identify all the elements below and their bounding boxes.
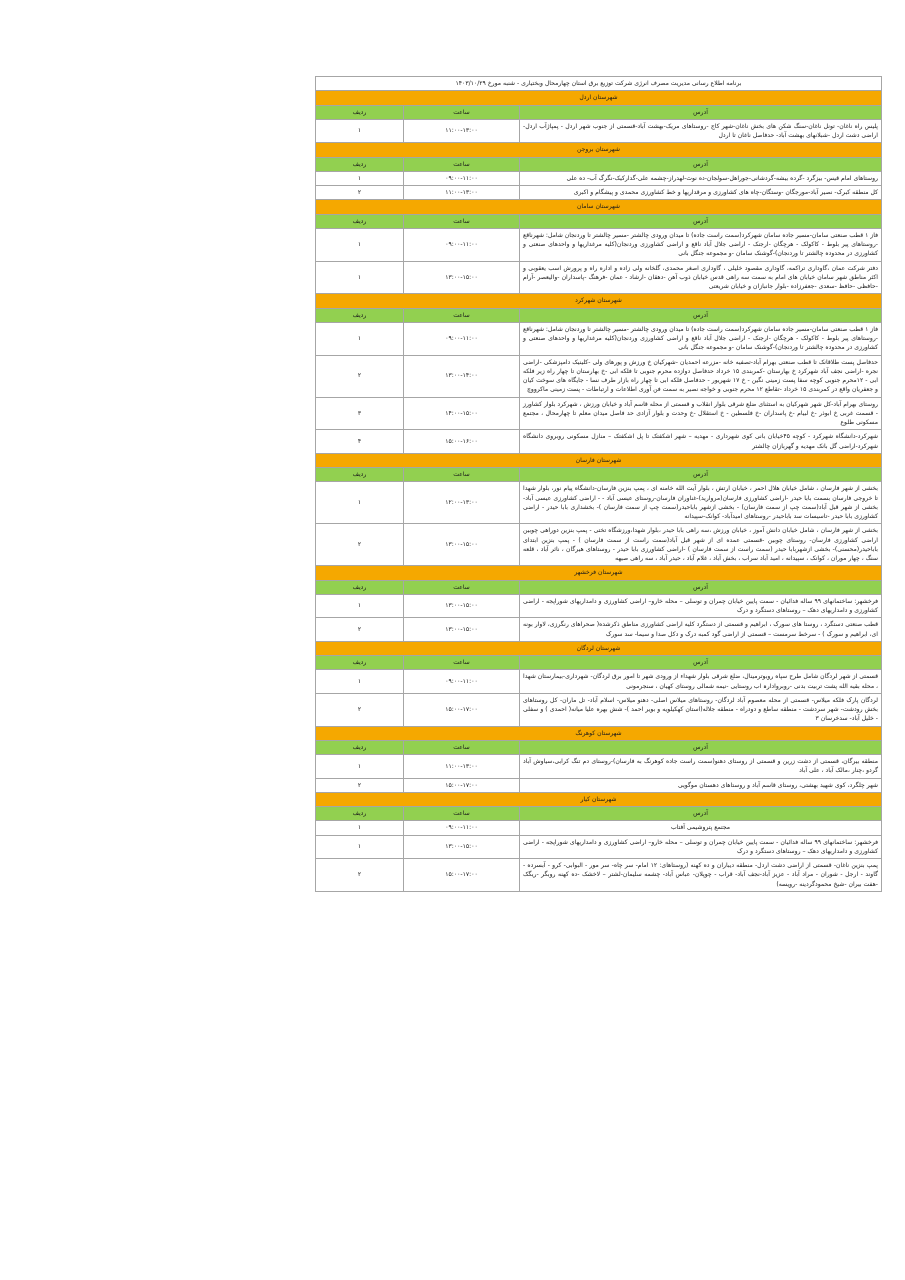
column-header-row-number: ردیف: [315, 656, 403, 670]
city-name: شهرستان فرخشهر: [315, 566, 881, 580]
table-row: [315, 322, 881, 355]
table-row: [315, 693, 881, 726]
column-header-address: آدرس: [520, 157, 882, 171]
column-header-time: ساعت: [404, 580, 520, 594]
outage-address: منطقه بیرگان، قسمتی از دشت زرین و قسمتی از روستای دهنو(سمت راست جاده کوهرنگ به فارسان)-روستای دم تنگ کرابی،سیاوش آباد گردو ،چنار ،مالک آباد ، علی آباد: [520, 755, 882, 779]
row-number: ۱: [315, 261, 403, 294]
row-number: ۲: [315, 355, 403, 397]
outage-time-range: ۰۹:۰۰-۱۱:۰۰: [404, 821, 520, 835]
column-header-row: [315, 308, 881, 322]
column-header-address: آدرس: [520, 740, 882, 754]
row-number: ۲: [315, 524, 403, 566]
city-section-header-row: [315, 641, 881, 655]
table-row: [315, 618, 881, 642]
column-header-time: ساعت: [404, 105, 520, 119]
row-number: ۱: [315, 228, 403, 261]
row-number: ۱: [315, 322, 403, 355]
outage-time-range: ۰۹:۰۰-۱۱:۰۰: [404, 322, 520, 355]
column-header-row: [315, 105, 881, 119]
column-header-address: آدرس: [520, 105, 882, 119]
outage-address: فاز ۱ قطب صنعتی سامان-مسیر جاده سامان شهرکرد(سمت راست جاده) تا میدان ورودی چالشتر -مسیر چالشتر تا وردنجان شامل: شهرناقع -روستاهای پیر بلوط - کاکولک - هرچگان -ارجنک - اراضی جلال آباد ناقع و اراضی کشاورزی وردنجان(کلیه مرغداریها و واحدهای صنعتی و کشاورزی در محدوده چالشتر تا وردنجان)-گوشنک سامان -و مجموعه جنگل بانی: [520, 322, 882, 355]
row-number: ۱: [315, 821, 403, 835]
city-name: شهرستان بروجن: [315, 143, 881, 157]
outage-address: لردگان پارک فلکه میلاس- قسمتی از محله معصوم آباد لردگان- روستاهای میلاس اصلی- دهنو میلاس- اسلام آباد- تل ماران- کل روستاهای بخش رودشت- شهر سردشت - منطقه ساطع و دودراه - منطقه جلاله(استان کهکیلویه و بویر احمد )- شش بهره علیا میانه( احمدی ) و سفلی - خلیل آباد- سدخرسان ۳: [520, 693, 882, 726]
column-header-address: آدرس: [520, 308, 882, 322]
outage-time-range: ۱۱:۰۰-۱۳:۰۰: [404, 119, 520, 143]
table-row: [315, 524, 881, 566]
column-header-time: ساعت: [404, 740, 520, 754]
column-header-row: [315, 468, 881, 482]
table-row: [315, 261, 881, 294]
outage-schedule-table: [315, 76, 882, 892]
row-number: ۱: [315, 482, 403, 524]
row-number: ۲: [315, 618, 403, 642]
column-header-time: ساعت: [404, 214, 520, 228]
column-header-time: ساعت: [404, 308, 520, 322]
column-header-row-number: ردیف: [315, 580, 403, 594]
outage-time-range: ۱۳:۰۰-۱۵:۰۰: [404, 835, 520, 859]
table-row: [315, 430, 881, 454]
document-title-row: [315, 77, 881, 91]
city-name: شهرستان اردل: [315, 91, 881, 105]
outage-address: شهر چلگرد، کوی شهید بهشتی، روستای قاسم آباد و روستاهای دهستان موگویی: [520, 778, 882, 792]
row-number: ۲: [315, 859, 403, 892]
table-row: [315, 355, 881, 397]
city-name: شهرستان کوهرنگ: [315, 726, 881, 740]
table-row: [315, 778, 881, 792]
table-row: [315, 821, 881, 835]
schedule-table-container: [316, 76, 882, 892]
column-header-row: [315, 157, 881, 171]
column-header-row-number: ردیف: [315, 468, 403, 482]
city-name: شهرستان سامان: [315, 200, 881, 214]
column-header-time: ساعت: [404, 807, 520, 821]
outage-address: فاز ۱ قطب صنعتی سامان-مسیر جاده سامان شهرکرد(سمت راست جاده) تا میدان ورودی چالشتر -مسیر چالشتر تا وردنجان شامل: شهرناقع -روستاهای پیر بلوط - کاکولک - هرچگان -ارجنک - اراضی جلال آباد ناقع و اراضی کشاورزی وردنجان(کلیه مرغداریها و واحدهای صنعتی و کشاورزی در محدوده چالشتر تا وردنجان)-گوشنک سامان -و مجموعه جنگل بانی: [520, 228, 882, 261]
column-header-row: [315, 580, 881, 594]
outage-address: قسمتی از شهر لردگان شامل طرح سپاه روبوترمینال، ضلع شرقی بلوار شهداء از ورودی شهر تا امور برق لردگان- شهرداری-بیمارستان شهدا ، محله بقیه الله پشت تربیت بدنی -روبروادارہ اب روستایی -نیمه شمالی روستای کهیان ، سنجرمونی: [520, 670, 882, 694]
outage-time-range: ۱۵:۰۰-۱۷:۰۰: [404, 859, 520, 892]
table-row: [315, 835, 881, 859]
row-number: ۲: [315, 778, 403, 792]
row-number: ۲: [315, 186, 403, 200]
page-title: برنامه اطلاع رسانی مدیریت مصرف انرژی شرکت توزیع برق استان چهارمحال وبختیاری - شنبه مورخ ۱۴۰۳/۱۰/۲۹: [315, 77, 881, 91]
outage-time-range: ۱۳:۰۰-۱۵:۰۰: [404, 618, 520, 642]
column-header-row: [315, 214, 881, 228]
column-header-address: آدرس: [520, 580, 882, 594]
table-row: [315, 670, 881, 694]
table-row: [315, 755, 881, 779]
outage-address: مجتمع پتروشیمی آفتاب: [520, 821, 882, 835]
outage-address: شهرکرد-دانشگاه شهرکرد - کوچه ۴۵خیابان بانی کوی شهرداری - مهدیه – شهر اشکفتک تا پل اشکفتک – منازل مسکونی روبروی دانشگاه شهرکرد-اراضی گل بانک مهدیه و گهربازان چالشتر: [520, 430, 882, 454]
column-header-row-number: ردیف: [315, 214, 403, 228]
column-header-address: آدرس: [520, 656, 882, 670]
table-row: [315, 482, 881, 524]
row-number: ۳: [315, 397, 403, 430]
column-header-time: ساعت: [404, 468, 520, 482]
outage-address: حدفاصل پست طلاقانک تا قطب صنعتی بهرام آباد-تصفیه خانه -مزرعه احمدیان -شهرکیان خ ورزش و پورهای ولی -کلینیک دامپزشکی -اراضی نجره -اراضی نجف آباد شهرکرد خ بهارستان -کمربندی ۱۵ خرداد حدفاصل دوازده محرم جنوبی تا فلکه ابی -خ بهارستان تا چهار راه زیر فلکه ابی - ۱۲محرم جنوبی کوچه سفا پست زمینی نگین - خ ۱۷ شهریور - حدفاصل فلکه ابی تا چهار راه بازار طرف نسا - جایگاه های سوخت کیان و جعفریان واقع در کمربندی ۱۵ خرداد -تقاطع ۱۲ محرم جنوبی و خواجه نصیر به سمت فن آوری اطلاعات و ارتباطات - پست زمینی ماکرووچ: [520, 355, 882, 397]
table-row: [315, 859, 881, 892]
city-section-header-row: [315, 294, 881, 308]
table-row: [315, 594, 881, 618]
table-row: [315, 397, 881, 430]
outage-time-range: ۱۳:۰۰-۱۵:۰۰: [404, 261, 520, 294]
city-section-header-row: [315, 143, 881, 157]
table-row: [315, 119, 881, 143]
row-number: ۱: [315, 755, 403, 779]
column-header-row: [315, 740, 881, 754]
outage-time-range: ۰۹:۰۰-۱۱:۰۰: [404, 171, 520, 185]
city-section-header-row: [315, 792, 881, 806]
row-number: ۱: [315, 171, 403, 185]
outage-address: پلیس راه ناغان- تونل ناغان-سنگ شکن های بخش ناغان-شهر کاج -روستاهای مریک-بهشت آباد-قسمتی از جنوب شهر اردل - پمپاژآب اردل-اراضی دشت اردل -شبلانهای بهشت آباد- حدفاصل ناغان تا اردل: [520, 119, 882, 143]
column-header-row-number: ردیف: [315, 105, 403, 119]
outage-address: فرخشهر: ساختمانهای ۹۹ ساله فدائیان - سمت پایین خیابان چمران و توسلی – محله خارو– اراضی کشاورزی و دامداریهای شوراپجه - اراضی کشاورزی و دامداریهای دهک – روستاهای دستگرد و درک: [520, 835, 882, 859]
outage-time-range: ۱۵:۰۰-۱۷:۰۰: [404, 778, 520, 792]
column-header-time: ساعت: [404, 157, 520, 171]
city-section-header-row: [315, 726, 881, 740]
column-header-address: آدرس: [520, 807, 882, 821]
row-number: ۲: [315, 693, 403, 726]
outage-time-range: ۱۱:۰۰-۱۳:۰۰: [404, 755, 520, 779]
outage-address: بخشی از شهر فارسان ، شامل خیابان دانش آموز ، خیابان ورزش ،سه راهی بابا حیدر ،بلوار شهدا،ورزشگاه تختی - پمپ بنزین دوراهی چوبین اراضی کشاورزی فارسان- روستای چوبین -قسمتی عمده ای از شهر قبل آباد(سمت راست از سمت فارسان ) - پمپ بنزین ابتدای باباحیدر(محسنی)- بخشی ازشهربابا حیدر (سمت راست از سمت فارسان ) -اراضی کشاورزی بابا حیدر - روستاهای هیرگان ، ناثر آباد ، قلعه سنگ ، چهار موران ، کوانک ، سپیدانه ، امید آباد سراب ، بخش آباد ، غلام آباد ، حیدر آباد ، سه راهی صیهه: [520, 524, 882, 566]
column-header-row-number: ردیف: [315, 807, 403, 821]
outage-address: روستاهای امام قیس- بیزگرد -گرده بیشه-گردشانی-جوراهل-سولجان-ده نوث-لهدراز-چشمه علی-گداركیک-نگرگ آب- ده علی: [520, 171, 882, 185]
column-header-row-number: ردیف: [315, 157, 403, 171]
table-row: [315, 186, 881, 200]
outage-time-range: ۱۳:۰۰-۱۴:۰۰: [404, 355, 520, 397]
column-header-row-number: ردیف: [315, 740, 403, 754]
city-name: شهرستان لردگان: [315, 641, 881, 655]
table-row: [315, 171, 881, 185]
row-number: ۱: [315, 119, 403, 143]
city-section-header-row: [315, 91, 881, 105]
outage-address: بخشی از شهر فارسان ، شامل خیابان هلال احمر ، خیابان ارتش ، بلوار آیت الله خامنه ای ، پمپ بنزین فارسان-دانشگاه پیام نور، بلوار شهدا تا خروجی فارسان بسمت بابا حیدر -اراضی کشاورزی فارسان(مروارید)-غناوران فارسان-روستای عیسی آباد - - اراضی کشاورزی عیسی آباد-بخشی از شهر قبل آباد(سمت چپ از سمت فارسان) - بخشی ازشهر باباحیدر(سمت چپ از سمت فارسان )- بخشداری بابا حیدر - اراضی کشاورزی بابا حیدر -تاسیسات سد باباحیدر -روستاهای امیدآباد- کوانک-سپیدانه: [520, 482, 882, 524]
row-number: ۱: [315, 835, 403, 859]
row-number: ۴: [315, 430, 403, 454]
row-number: ۱: [315, 594, 403, 618]
outage-address: فرخشهر: ساختمانهای ۹۹ ساله فدائیان - سمت پایین خیابان چمران و توسلی – محله خارو– اراضی کشاورزی و دامداریهای شوراپجه - اراضی کشاورزی و دامداریهای دهک – روستاهای دستگرد و درک: [520, 594, 882, 618]
city-section-header-row: [315, 200, 881, 214]
outage-time-range: ۱۵:۰۰-۱۷:۰۰: [404, 693, 520, 726]
city-section-header-row: [315, 566, 881, 580]
row-number: ۱: [315, 670, 403, 694]
city-section-header-row: [315, 453, 881, 467]
outage-time-range: ۰۹:۰۰-۱۱:۰۰: [404, 670, 520, 694]
outage-time-range: ۰۹:۰۰-۱۱:۰۰: [404, 228, 520, 261]
city-name: شهرستان فارسان: [315, 453, 881, 467]
column-header-address: آدرس: [520, 214, 882, 228]
outage-time-range: ۱۳:۰۰-۱۵:۰۰: [404, 524, 520, 566]
column-header-row-number: ردیف: [315, 308, 403, 322]
outage-address: قطب صنعتی دستگرد ، روستا های سورک ، ابراهیم و قسمتی از دستگرد کلیه اراضی کشاورزی مناطق ذکرشده( صحراهای رنگرزی، لاوار بونه ای، ابراهیم و سورک ) - سرخط سرمست – قسمتی از اراضی گود کمبه درک و دکل صدا و سیما- سد سورک: [520, 618, 882, 642]
outage-address: دفتر شرکت عمان ،گاوداری تراکمه، گاوداری مقصود خلیلی ، گاوداری اصغر محمدی، گلخانه ولی زاده و اداره راه و پرورش اسب یعقوبی و اکثر مناطق شهر سامان خیابان های امام به سمت سه راهی قدس خیابان ذوب آهن -دهقان -ارشاد - عمان -فرهنگ -پاسداران -والیعصر -آرام -حافظی -حافظ -سعدی -جعفرزاده -بلوار جانبازان و خیابان شریعتی: [520, 261, 882, 294]
outage-time-range: ۱۱:۰۰-۱۳:۰۰: [404, 186, 520, 200]
outage-address: پمپ بنزین ناغان- قسمتی از اراضی دشت اردل- منطقه دیباران و ده کهنه (روستاهای: ۱۲ امام- سر چاه- سر مور - البوابی- کرو - آبسرده - گاوند - ارجل - شوران - مراد آباد - عزیز آباد-نجف آباد- قراب - چوپلان- عباس آباد- چشمه سلیمان-لشتر – لاخشک -ده کهنه روبگر -ریگک -هفت بیران -شیخ محمودگردینه -رویسه): [520, 859, 882, 892]
column-header-time: ساعت: [404, 656, 520, 670]
city-name: شهرستان کیار: [315, 792, 881, 806]
outage-address: کل منطقه کبرک- نصیر آباد-مورجگان -وستگان-چاه های کشاورزی و مرقداریها و خط کشاورزی محمدی و پیشگام و اکبری: [520, 186, 882, 200]
column-header-row: [315, 656, 881, 670]
outage-address: روستای بهرام آباد-کل شهر شهرکیان به استثنای ضلع شرقی بلوار انقلاب و قسمتی از محله قاسم آباد و خیابان ورزش ، شهرکرد بلوار کشاورز - قسمت غربی خ ابوذر -خ لبیام -خ پاسداران -خ فلسطین - خ استقلال -خ وحدت و بلوار آزادی حد فاصل میدان معلم تا چهارمحال ، مجتمع مسکونی طلوع: [520, 397, 882, 430]
column-header-address: آدرس: [520, 468, 882, 482]
column-header-row: [315, 807, 881, 821]
outage-time-range: ۱۳:۰۰-۱۵:۰۰: [404, 594, 520, 618]
outage-time-range: ۱۴:۰۰-۱۵:۰۰: [404, 397, 520, 430]
city-name: شهرستان شهرکرد: [315, 294, 881, 308]
outage-time-range: ۱۵:۰۰-۱۶:۰۰: [404, 430, 520, 454]
outage-time-range: ۱۲:۰۰-۱۳:۰۰: [404, 482, 520, 524]
table-row: [315, 228, 881, 261]
